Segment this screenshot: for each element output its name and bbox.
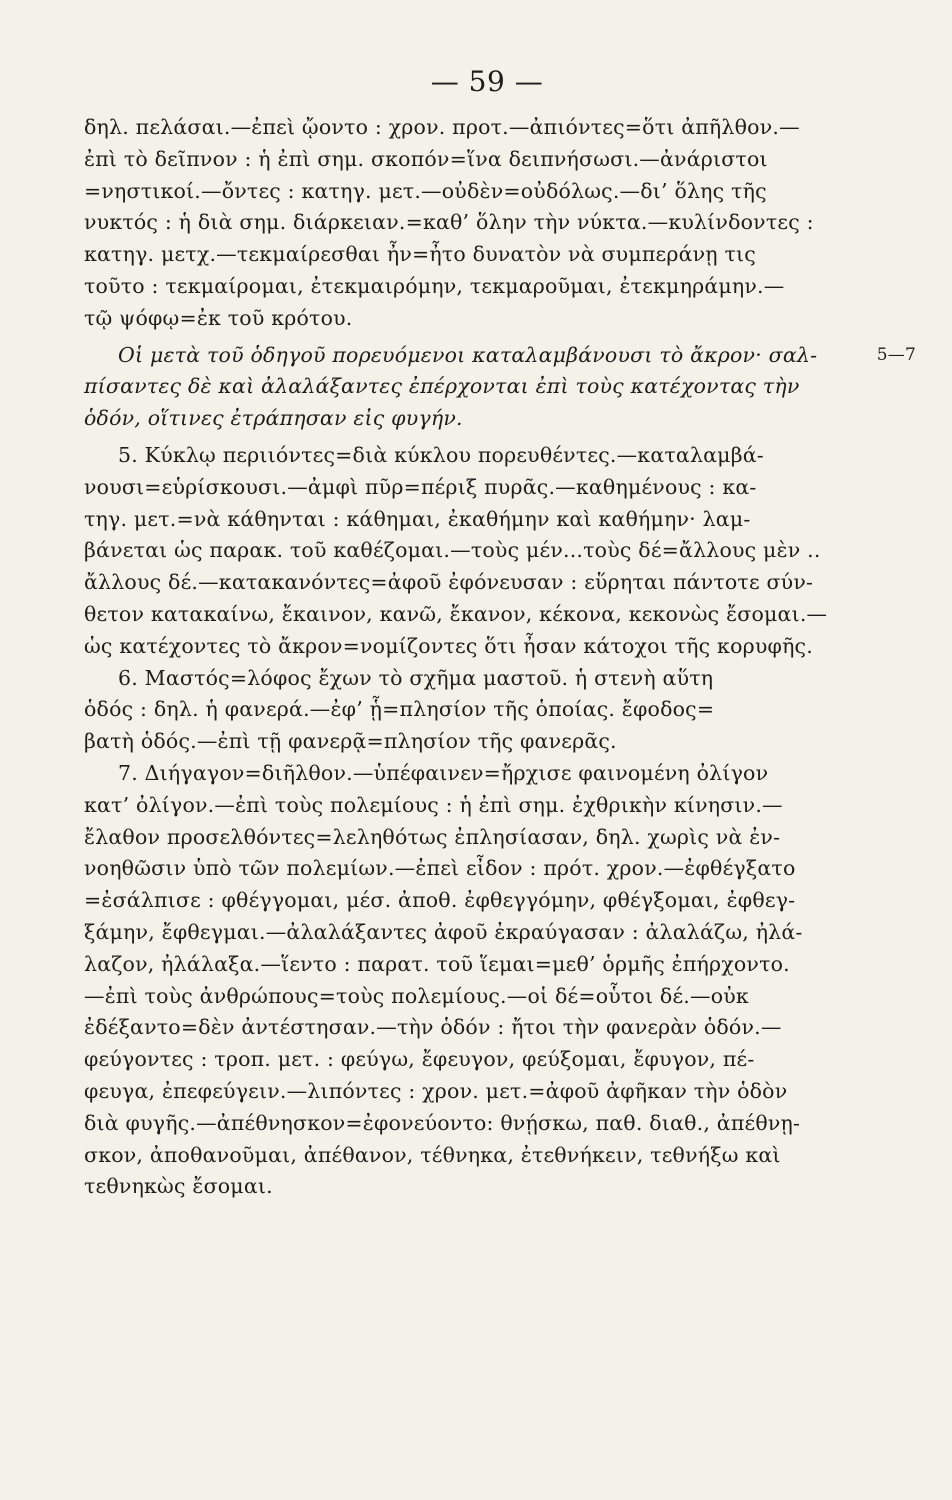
text-line — [84, 535, 890, 567]
text-line-content: 7. Διήγαγον=διῆλθον.—ὑπέφαινεν=ἤρχισε φαινομένη ὀλίγον — [118, 760, 769, 785]
text-line-content: τεθνηκὼς ἔσομαι. — [84, 1174, 273, 1199]
text-line-content: πίσαντες δὲ καὶ ἀλαλάξαντες ἐπέρχονται ἐπὶ τοὺς κατέχοντας τὴν — [84, 374, 800, 399]
text-line-content: ὡς κατέχοντες τὸ ἄκρον=νομίζοντες ὅτι ἦσαν κάτοχοι τῆς κορυφῆς. — [84, 633, 813, 658]
text-line — [84, 403, 890, 435]
text-line-content: κατ’ ὀλίγον.—ἐπὶ τοὺς πολεμίους : ἡ ἐπὶ σημ. ἐχθρικὴν κίνησιν.— — [84, 792, 783, 817]
text-line — [84, 472, 890, 504]
text-line — [84, 303, 890, 335]
text-line — [84, 1076, 890, 1108]
text-line — [84, 822, 890, 854]
text-line-content: 6. Μαστός=λόφος ἔχων τὸ σχῆμα μαστοῦ. ἡ στενὴ αὕτη — [118, 665, 714, 690]
text-line-content: βάνεται ὡς παρακ. τοῦ καθέζομαι.—τοὺς μέν...τοὺς δέ=ἄλλους μὲν .. — [84, 538, 821, 563]
text-line — [84, 917, 890, 949]
text-line-content: σκον, ἀποθανοῦμαι, ἀπέθανον, τέθνηκα, ἐτεθνήκειν, τεθνήξω καὶ — [84, 1142, 781, 1167]
text-line — [84, 207, 890, 239]
text-line — [84, 504, 890, 536]
text-line-content: θετον κατακαίνω, ἔκαινον, κανῶ, ἔκανον, κέκονα, κεκονὼς ἔσομαι.— — [84, 601, 828, 626]
text-line — [84, 694, 890, 726]
text-line-content: νουσι=εὑρίσκουσι.—ἀμφὶ πῦρ=πέριξ πυρᾶς.—καθημένους : κα- — [84, 474, 757, 499]
text-line-content: =ἐσάλπισε : φθέγγομαι, μέσ. ἀποθ. ἐφθεγγόμην, φθέγξομαι, ἐφθεγ- — [84, 888, 796, 913]
text-line — [84, 1140, 890, 1172]
text-line — [84, 1171, 890, 1203]
text-line — [84, 144, 890, 176]
text-line-content: νυκτός : ἡ διὰ σημ. διάρκειαν.=καθ’ ὅλην τὴν νύκτα.—κυλίνδοντες : — [84, 210, 814, 235]
text-line — [84, 271, 890, 303]
text-line — [84, 1044, 890, 1076]
text-line — [84, 790, 890, 822]
text-line — [84, 631, 890, 663]
text-line — [84, 758, 890, 790]
text-line-content: ἔλαθον προσελθόντες=λεληθότως ἐπλησίασαν, δηλ. χωρὶς νὰ ἐν- — [84, 824, 781, 849]
text-line — [84, 440, 890, 472]
text-line-content: νοηθῶσιν ὑπὸ τῶν πολεμίων.—ἐπεὶ εἶδον : πρότ. χρον.—ἐφθέγξατο — [84, 856, 796, 881]
text-line — [84, 885, 890, 917]
text-line-content: ὁδός : δηλ. ἡ φανερά.—ἐφ’ ᾗ=πλησίον τῆς ὁποίας. ἔφοδος= — [84, 697, 715, 722]
text-line — [84, 663, 890, 695]
text-line-content: λαζον, ἠλάλαξα.—ἵεντο : παρατ. τοῦ ἵεμαι=μεθ’ ὁρμῆς ἐπήρχοντο. — [84, 951, 790, 976]
text-line-content: —ἐπὶ τοὺς ἀνθρώπους=τοὺς πολεμίους.—οἱ δέ=οὗτοι δέ.—οὐκ — [84, 983, 749, 1008]
text-line-content: ξάμην, ἔφθεγμαι.—ἀλαλάξαντες ἀφοῦ ἐκραύγασαν : ἀλαλάζω, ἠλά- — [84, 919, 803, 944]
text-line — [84, 112, 890, 144]
text-line-content: ἐπὶ τὸ δεῖπνον : ἡ ἐπὶ σημ. σκοπόν=ἵνα δειπνήσωσι.—ἀνάριστοι — [84, 146, 768, 171]
page-number: — 59 — — [430, 65, 544, 98]
text-line-content: Οἱ μετὰ τοῦ ὁδηγοῦ πορευόμενοι καταλαμβάνουσι τὸ ἄκρον· σαλ- — [118, 342, 818, 367]
text-line — [84, 599, 890, 631]
text-line — [84, 340, 916, 372]
text-line-content: ὁδόν, οἵτινες ἐτράπησαν εἰς φυγήν. — [84, 406, 463, 431]
text-line — [84, 1012, 890, 1044]
text-line-content: διὰ φυγῆς.—ἀπέθνησκον=ἐφονεύοντο: θνῄσκω, παθ. διαθ., ἀπέθνῃ- — [84, 1110, 801, 1135]
text-line — [84, 176, 890, 208]
text-line — [84, 853, 890, 885]
text-line-content: φευγα, ἐπεφεύγειν.—λιπόντες : χρον. μετ.=ἀφοῦ ἀφῆκαν τὴν ὁδὸν — [84, 1078, 788, 1103]
text-line-content: τῷ ψόφῳ=ἐκ τοῦ κρότου. — [84, 305, 353, 330]
text-line-content: ἐδέξαντο=δὲν ἀντέστησαν.—τὴν ὁδόν : ἤτοι τὴν φανερὰν ὁδόν.— — [84, 1015, 782, 1040]
text-line-content: κατηγ. μετχ.—τεκμαίρεσθαι ἦν=ἦτο δυνατὸν νὰ συμπεράνῃ τις — [84, 242, 756, 267]
text-line — [84, 726, 890, 758]
commentary-text — [84, 112, 916, 1203]
text-line — [84, 567, 890, 599]
margin-line-reference: 5—7 — [876, 344, 916, 365]
text-line-content: τοῦτο : τεκμαίρομαι, ἐτεκμαιρόμην, τεκμαροῦμαι, ἐτεκμηράμην.— — [84, 273, 785, 298]
text-line — [84, 949, 890, 981]
text-line — [84, 981, 890, 1013]
text-line — [84, 1108, 890, 1140]
text-line-content: φεύγοντες : τροπ. μετ. : φεύγω, ἔφευγον, φεύξομαι, ἔφυγον, πέ- — [84, 1047, 755, 1072]
text-line — [84, 371, 890, 403]
text-line — [84, 239, 890, 271]
text-line-content: =νηστικοί.—ὄντες : κατηγ. μετ.—οὐδὲν=οὐδόλως.—δι’ ὅλης τῆς — [84, 178, 767, 203]
text-line-content: ἄλλους δέ.—κατακανόντες=ἀφοῦ ἐφόνευσαν : εὕρηται πάντοτε σύν- — [84, 570, 814, 595]
text-line-content: βατὴ ὁδός.—ἐπὶ τῇ φανερᾷ=πλησίον τῆς φανερᾶς. — [84, 729, 617, 754]
text-line-content: δηλ. πελάσαι.—ἐπεὶ ᾤοντο : χρον. προτ.—ἀπιόντες=ὅτι ἀπῆλθον.— — [84, 115, 800, 139]
text-line-content: τηγ. μετ.=νὰ κάθηνται : κάθημαι, ἐκαθήμην καὶ καθήμην· λαμ- — [84, 506, 751, 531]
text-line-content: 5. Κύκλῳ περιιόντες=διὰ κύκλου πορευθέντες.—καταλαμβά- — [118, 442, 764, 467]
